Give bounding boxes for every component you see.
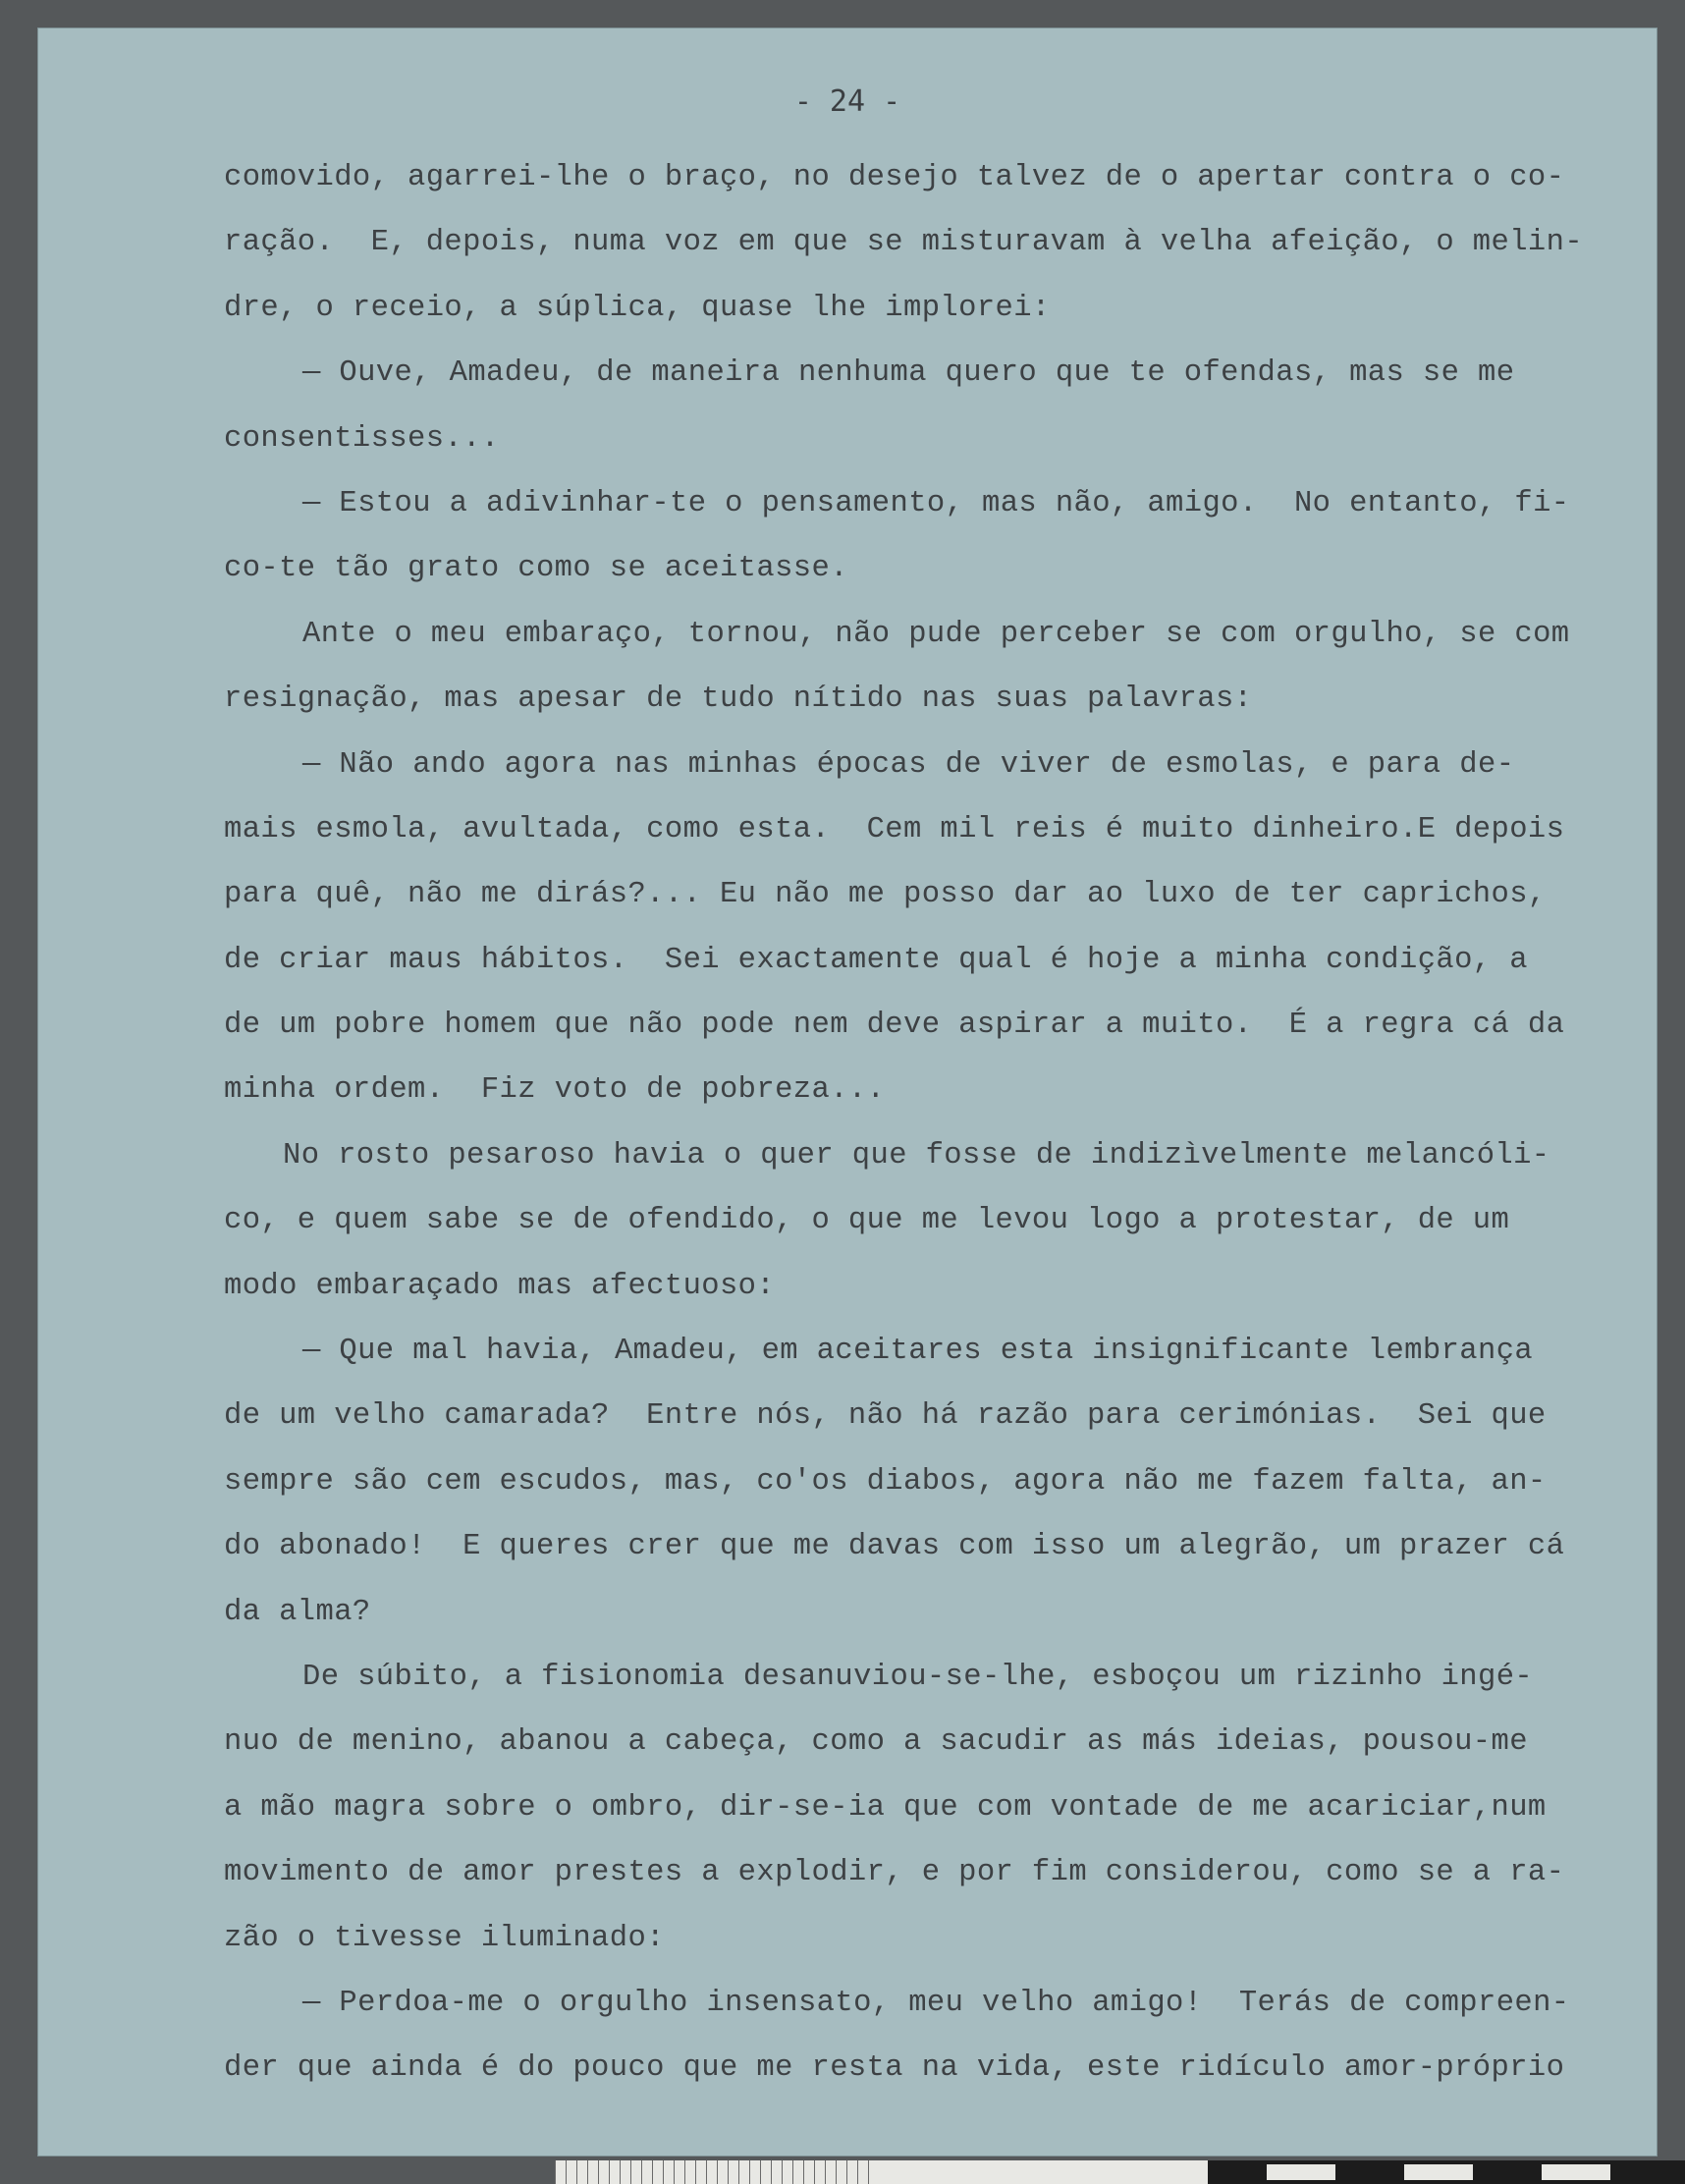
ruler-segment — [1404, 2164, 1473, 2180]
typewritten-page — [37, 27, 1658, 2157]
text-line: a mão magra sobre o ombro, dir-se-ia que com vontade de me acariciar,num — [224, 1790, 1547, 1825]
text-line: do abonado! E queres crer que me davas com isso um alegrão, um prazer cá — [224, 1530, 1565, 1564]
ruler-dark-section — [1208, 2160, 1685, 2184]
text-line: mais esmola, avultada, como esta. Cem mil reis é muito dinheiro.E depois — [224, 812, 1565, 846]
text-line: co, e quem sabe se de ofendido, o que me levou logo a protestar, de um — [224, 1204, 1510, 1238]
text-line: consentisses... — [224, 421, 500, 456]
text-line: — Perdoa-me o orgulho insensato, meu velho amigo! Terás de compreen- — [302, 1986, 1570, 2020]
text-line: dre, o receio, a súplica, quase lhe implorei: — [224, 291, 1051, 325]
text-line: da alma? — [224, 1595, 371, 1629]
text-line: No rosto pesaroso havia o quer que fosse de indizìvelmente melancóli- — [283, 1138, 1550, 1173]
text-line: De súbito, a fisionomia desanuviou-se-lhe, esboçou um rizinho ingé- — [302, 1660, 1534, 1694]
text-line: de um velho camarada? Entre nós, não há razão para cerimónias. Sei que — [224, 1399, 1547, 1434]
text-line: nuo de menino, abanou a cabeça, como a sacudir as más ideias, pousou-me — [224, 1725, 1528, 1760]
text-line: — Não ando agora nas minhas épocas de viver de esmolas, e para de- — [302, 747, 1515, 782]
page-number: - 24 - — [793, 84, 901, 119]
ruler-segment — [1267, 2164, 1335, 2180]
ruler-ticks — [555, 2160, 879, 2184]
text-line: de criar maus hábitos. Sei exactamente qual é hoje a minha condição, a — [224, 943, 1528, 977]
text-line: sempre são cem escudos, mas, co'os diabos, agora não me fazem falta, an- — [224, 1464, 1547, 1499]
scale-ruler — [555, 2160, 1685, 2184]
text-line: comovido, agarrei-lhe o braço, no desejo talvez de o apertar contra o co- — [224, 161, 1565, 194]
text-line: co-te tão grato como se aceitasse. — [224, 552, 848, 586]
body-text — [224, 145, 1658, 2102]
text-line: — Ouve, Amadeu, de maneira nenhuma quero que te ofendas, mas se me — [302, 356, 1515, 391]
text-line: movimento de amor prestes a explodir, e por fim considerou, como se a ra- — [224, 1856, 1565, 1890]
text-line: modo embaraçado mas afectuoso: — [224, 1269, 776, 1303]
text-line: resignação, mas apesar de tudo nítido nas suas palavras: — [224, 682, 1253, 717]
text-line: minha ordem. Fiz voto de pobreza... — [224, 1073, 886, 1108]
text-line: der que ainda é do pouco que me resta na vida, este ridículo amor-próprio — [224, 2051, 1565, 2086]
ruler-segment — [1542, 2164, 1610, 2180]
text-line: Ante o meu embaraço, tornou, não pude perceber se com orgulho, se com — [302, 617, 1570, 651]
text-line: — Que mal havia, Amadeu, em aceitares esta insignificante lembrança — [302, 1335, 1534, 1369]
text-line: para quê, não me dirás?... Eu não me posso dar ao luxo de ter caprichos, — [224, 878, 1547, 912]
text-line: zão o tivesse iluminado: — [224, 1921, 665, 1955]
text-line: — Estou a adivinhar-te o pensamento, mas não, amigo. No entanto, fi- — [302, 486, 1570, 520]
text-line: ração. E, depois, numa voz em que se misturavam à velha afeição, o melin- — [224, 226, 1584, 260]
text-line: de um pobre homem que não pode nem deve aspirar a muito. É a regra cá da — [224, 1009, 1565, 1043]
